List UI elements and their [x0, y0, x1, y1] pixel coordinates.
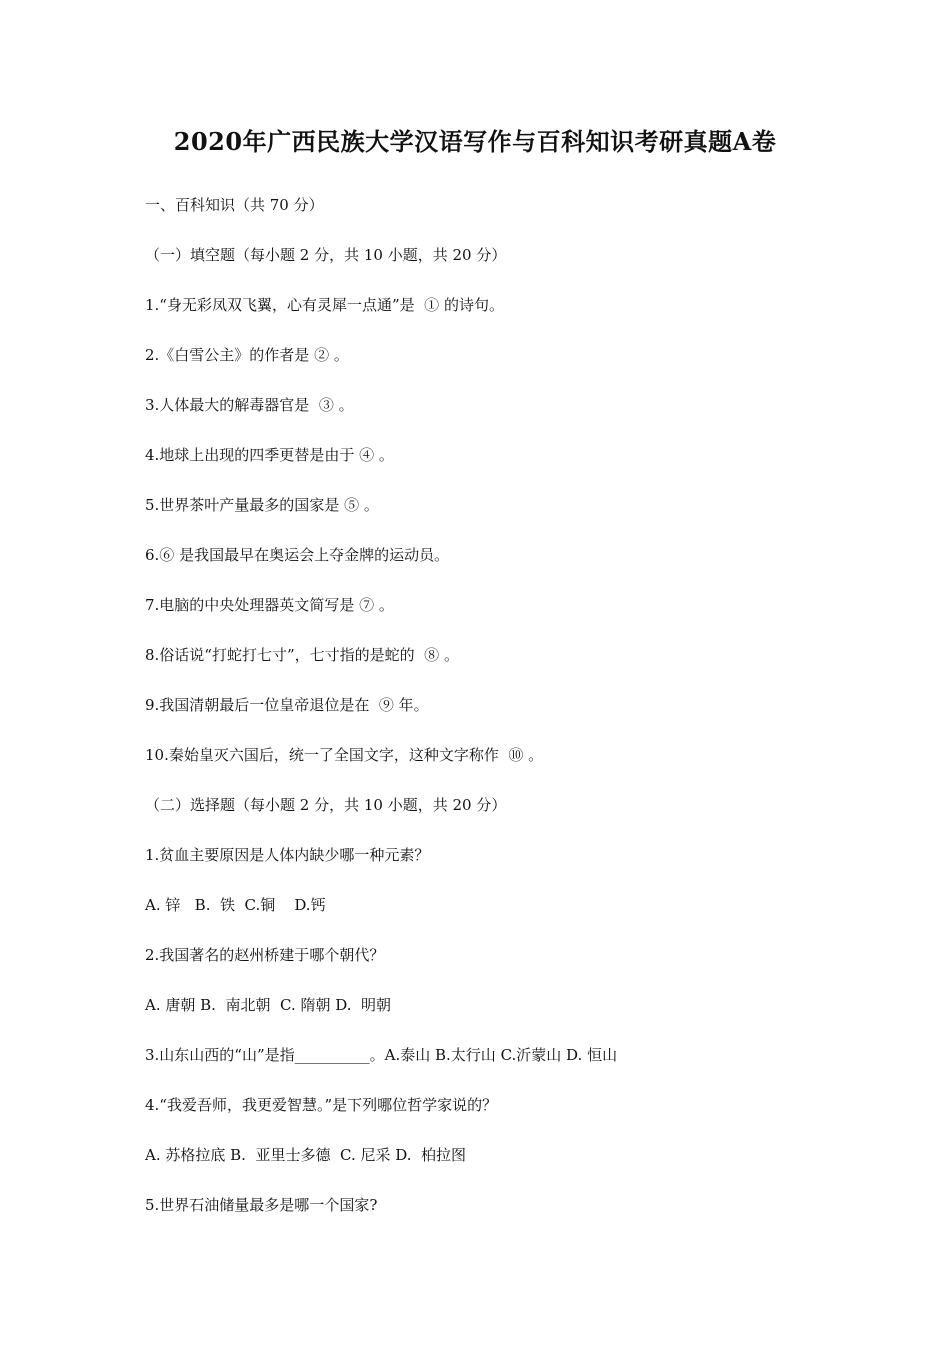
fill-blank-question-8: 8.俗话说“打蛇打七寸”，七寸指的是蛇的 ⑧ 。 — [145, 646, 459, 664]
fill-blank-question-3: 3.人体最大的解毒器官是 ③ 。 — [145, 396, 354, 414]
choice-question-1: 1.贫血主要原因是人体内缺少哪一种元素？ — [145, 846, 430, 864]
section-heading-encyclopedia: 一、百科知识（共 70 分） — [145, 196, 324, 214]
fill-blank-question-1: 1.“身无彩凤双飞翼，心有灵犀一点通”是 ① 的诗句。 — [145, 296, 504, 314]
fill-blank-question-7: 7.电脑的中央处理器英文简写是 ⑦ 。 — [145, 596, 394, 614]
document-title: 2020年广西民族大学汉语写作与百科知识考研真题A卷 — [173, 127, 777, 156]
choice-options-4: A. 苏格拉底 B. 亚里士多德 C. 尼采 D. 柏拉图 — [145, 1146, 467, 1164]
fill-blank-question-5: 5.世界茶叶产量最多的国家是 ⑤ 。 — [145, 496, 379, 514]
fill-blank-question-4: 4.地球上出现的四季更替是由于 ④ 。 — [145, 446, 394, 464]
fill-blank-question-10: 10.秦始皇灭六国后，统一了全国文字，这种文字称作 ⑩ 。 — [145, 746, 544, 764]
choice-question-5: 5.世界石油储量最多是哪一个国家? — [145, 1196, 378, 1214]
subsection-heading-fill-blank: （一）填空题（每小题 2 分，共 10 小题，共 20 分） — [145, 246, 507, 264]
fill-blank-question-9: 9.我国清朝最后一位皇帝退位是在 ⑨ 年。 — [145, 696, 429, 714]
choice-question-4: 4.“我爱吾师，我更爱智慧。”是下列哪位哲学家说的？ — [145, 1096, 498, 1114]
subsection-heading-multiple-choice: （二）选择题（每小题 2 分，共 10 小题，共 20 分） — [145, 796, 507, 814]
choice-question-3: 3.山东山西的“山”是指__________。A.泰山 B.太行山 C.沂蒙山 D. 恒山 — [145, 1046, 618, 1064]
fill-blank-question-2: 2.《白雪公主》的作者是 ② 。 — [145, 346, 349, 364]
choice-options-1: A. 锌 B. 铁 C.铜 D.钙 — [145, 896, 326, 914]
choice-options-2: A. 唐朝 B. 南北朝 C. 隋朝 D. 明朝 — [145, 996, 392, 1014]
fill-blank-question-6: 6.⑥ 是我国最早在奥运会上夺金牌的运动员。 — [145, 546, 450, 564]
choice-question-2: 2.我国著名的赵州桥建于哪个朝代？ — [145, 946, 385, 964]
